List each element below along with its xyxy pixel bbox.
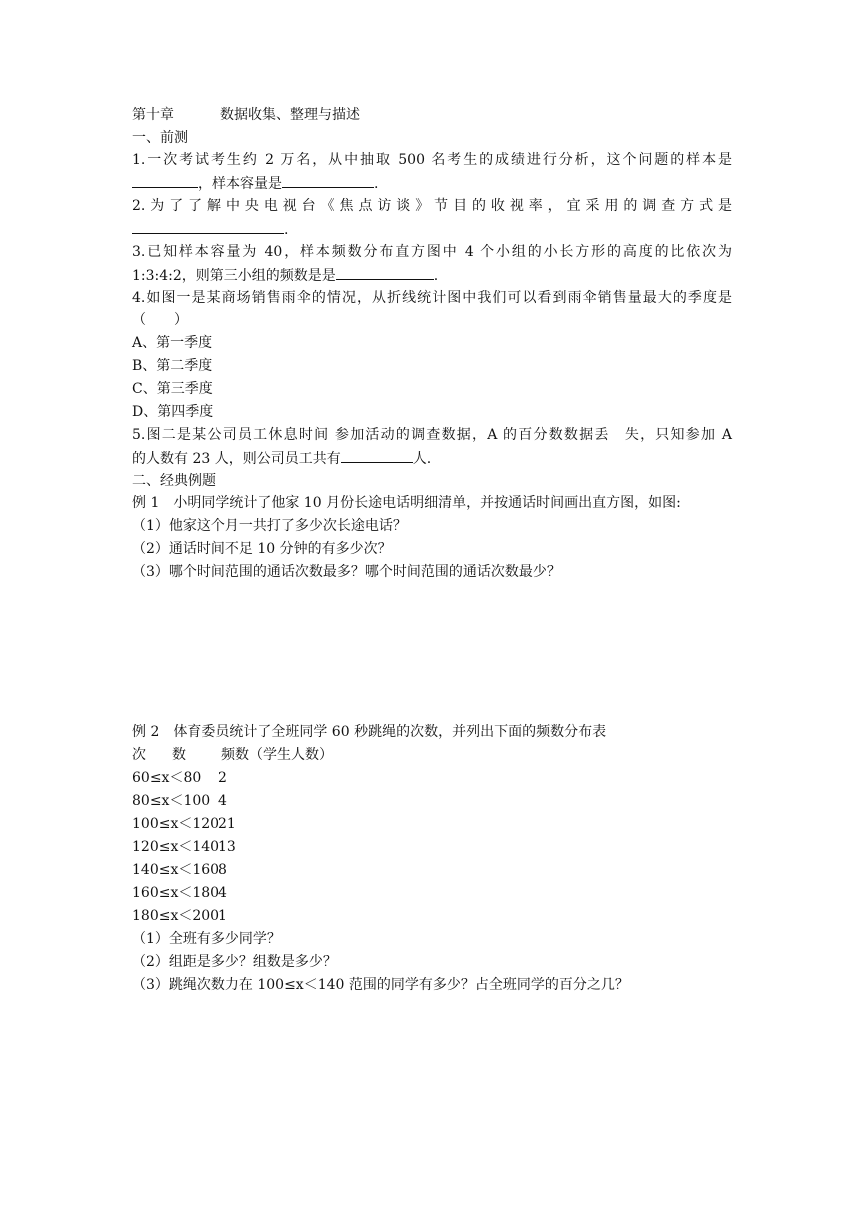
chapter-name: 数据收集、整理与描述 <box>220 107 360 123</box>
table-row-range: 180≤x＜200 <box>132 908 220 924</box>
table-header-range: 次 数 <box>132 747 186 763</box>
answer-blank[interactable] <box>282 172 374 188</box>
table-row-range: 100≤x＜120 <box>132 816 220 832</box>
question-2-line-1: 2.为了了解中央电视台《焦点访谈》节目的收视率，宜采用的调查方式是 <box>132 198 732 214</box>
question-5-line-1: 5.图二是某公司员工休息时间 参加活动的调查数据，A 的百分数数据丢 失，只知参加 A <box>132 427 732 443</box>
example-1-intro: 例 1 小明同学统计了他家 10 月份长途电话明细清单，并按通话时间画出直方图，如图: <box>132 495 681 511</box>
option-b: B、第二季度 <box>132 358 213 374</box>
question-4-line-2: （ ） <box>132 312 188 328</box>
example-1-question-1: （1）他家这个月一共打了多少次长途电话？ <box>132 518 407 534</box>
table-row-frequency: 13 <box>218 839 236 855</box>
question-3-line-2 <box>132 264 732 286</box>
table-row-range: 60≤x＜80 <box>132 770 202 786</box>
table-row-frequency: 21 <box>218 816 236 832</box>
answer-blank[interactable] <box>132 172 198 188</box>
example-1-question-3: （3）哪个时间范围的通话次数最多？哪个时间范围的通话次数最少？ <box>132 564 561 580</box>
answer-blank[interactable] <box>132 218 284 234</box>
example-2-intro: 例 2 体育委员统计了全班同学 60 秒跳绳的次数，并列出下面的频数分布表 <box>132 724 607 740</box>
question-5-text: 的人数有 23 人，则公司员工共有 <box>132 451 341 467</box>
chapter-title <box>132 104 732 126</box>
option-c: C、第三季度 <box>132 381 213 397</box>
question-5-tail: 人. <box>412 451 432 467</box>
section-heading-pretest: 一、前测 <box>132 130 188 146</box>
question-3-line-1: 3.已知样本容量为 40，样本频数分布直方图中 4 个小组的小长方形的高度的比依次为 <box>132 244 732 260</box>
question-3-text: 1:3:4:2，则第三小组的频数是是 <box>132 268 336 284</box>
table-row-range: 160≤x＜180 <box>132 885 220 901</box>
question-1-text: ，样本容量是 <box>198 176 282 192</box>
question-5-line-2 <box>132 447 732 469</box>
table-row-range: 80≤x＜100 <box>132 793 211 809</box>
section-heading-examples: 二、经典例题 <box>132 473 216 489</box>
chapter-label: 第十章 <box>132 107 174 123</box>
table-row-frequency: 4 <box>218 793 227 809</box>
question-2-period: . <box>284 222 289 238</box>
question-3-period: . <box>433 268 439 284</box>
answer-blank[interactable] <box>341 447 413 463</box>
question-1-line-1: 1.一次考试考生约 2 万名，从中抽取 500 名考生的成绩进行分析，这个问题的样本是 <box>132 152 732 168</box>
table-row-frequency: 4 <box>218 885 227 901</box>
option-a: A、第一季度 <box>132 335 213 351</box>
table-row-range: 120≤x＜140 <box>132 839 220 855</box>
table-row-frequency: 1 <box>218 908 227 924</box>
answer-blank[interactable] <box>336 264 434 280</box>
example-2-question-1: （1）全班有多少同学？ <box>132 931 281 947</box>
table-row-frequency: 8 <box>218 862 227 878</box>
example-2-question-3: （3）跳绳次数力在 100≤x＜140 范围的同学有多少？占全班同学的百分之几？ <box>132 977 629 993</box>
question-4-line-1: 4.如图一是某商场销售雨伞的情况，从折线统计图中我们可以看到雨伞销售量最大的季度是 <box>132 290 732 306</box>
example-2-question-2: （2）组距是多少？组数是多少？ <box>132 954 337 970</box>
table-header-frequency: 频数（学生人数） <box>221 747 333 763</box>
table-row-range: 140≤x＜160 <box>132 862 220 878</box>
question-1-period: . <box>374 176 379 192</box>
table-row-frequency: 2 <box>218 770 227 786</box>
question-1-line-2 <box>132 172 732 194</box>
example-1-question-2: （2）通话时间不足 10 分钟的有多少次？ <box>132 541 392 557</box>
option-d: D、第四季度 <box>132 404 214 420</box>
question-2-line-2 <box>132 218 732 240</box>
